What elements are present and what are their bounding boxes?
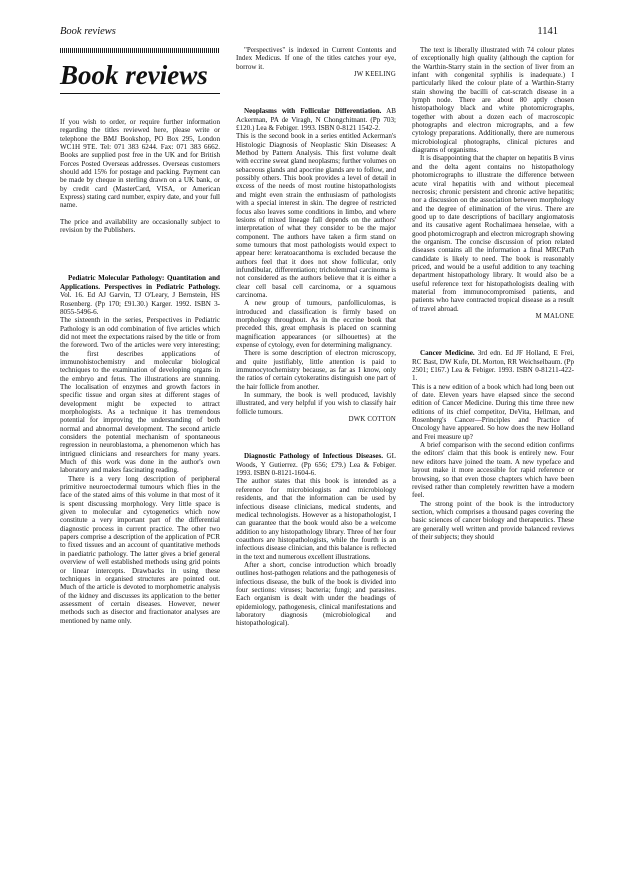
column-3 — [412, 46, 574, 541]
title-rule — [60, 93, 220, 94]
page-number: 1141 — [537, 26, 558, 37]
review-1-paragraph: The sixteenth in the series, Perspectives in Pediatric Pathology is an odd combination of five articles which did not meet the expectations raised by the title or from the foreword. Two of the articles were very interesting; the first describes applications of immunohistochemistry and molecular biological techniques to the examination of developing organs in the embryo and fetus. The illustrations are stunning. The localisation of enzymes and growth factors in specific tissue and organ sites at different stages of development might be expected to attract morphologists. As a technique it has tremendous potential for improving the understanding of both normal and abnormal development. The second article considers the potential mechanism of spontaneous regression in neuroblastoma, a phenomenon which has intrigued clinicians and researchers for many years. Much of this work was done in the author's own laboratory and makes fascinating reading. — [60, 316, 220, 475]
review-4-paragraph: A brief comparison with the second edition confirms the editors' claim that this book is entirely new. Four new editors have joined the team. A new typeface and layout make it more accessible for rapid reference or browsing, so that even those chapters which have been revised rather than completely rewritten have a modern feel. — [412, 441, 574, 500]
review-2-paragraph: This is the second book in a series entitled Ackerman's Histologic Diagnosis of Neoplastic Skin Diseases: A Method by Pattern Analysis. This first volume dealt with eccrine sweat gland neoplasms; further volumes on sebaceous glands and apocrine glands are to follow, and possibly others. This book provides a level of detail in excess of the needs of most routine histopathologists and might even strain the enthusiasm of pathologists with a special interest in skin. The degree of restricted focus also leaves some conditions in limbo, and where lesions of mixed lineage fall depends on the authors' interpretation of what they consider to be the major component. The authors have taken a firm stand on some tumours that most pathologists would expect to appear here: keratoacanthoma is excluded because the authors feel that it does not show follicular, only infundibular, differentiation; tricholemmal carcinoma is not considered as the authors believe that it is either a clear cell basal cell carcinoma, or a squamous carcinoma. — [236, 132, 396, 299]
review-3-paragraph: The author states that this book is intended as a reference for microbiologists and microbiology residents, and that the information can be used by infectious disease clinicians, medical students, and medical technologists. However as a histopathologist, I can guarantee that the book would also be a welcome addition to any histopathology library. Three of her four coauthors are histopathologists, while the fourth is an infectious disease clinician, and this balance is reflected in the text and numerous excellent illustrations. — [236, 477, 396, 561]
review-3-title: Diagnostic Pathology of Infectious Diseases. — [244, 452, 384, 461]
review-2-reviewer: DWK COTTON — [348, 416, 396, 424]
review-2-paragraph: In summary, the book is well produced, lavishly illustrated, and very helpful if you wish to classify hair follicle tumours. — [236, 391, 396, 416]
review-3-paragraph: The text is liberally illustrated with 74 colour plates of exceptionally high quality (although the caption for the Warthin-Starry stain in the section of liver from an infant with congenital syphilis is inadequate.) I particularly liked the colour plate of a Warthin-Starry stain showing the bacilli of cat-scratch disease in a lymph node. There are about 80 aptly chosen histopathology black and white photomicrographs, together with about a dozen each of macroscopic photographs and electron micrographs, and a few cytology preparations. Additionally, there are numerous microbiological photographs, clinical pictures and diagrams of organisms. — [412, 46, 574, 155]
review-1-title: Pediatric Molecular Pathology: Quantitation and Applications. Perspectives in Pediatric Pathology. — [60, 274, 220, 291]
review-1-citation: Vol. 16. Ed AJ Garvin, TJ O'Leary, J Bernstein, HS Rosenberg. (Pp 170; £91.30.) Karger. 1992. ISBN 3-8055-5496-6. — [60, 291, 220, 316]
running-title: Book reviews — [60, 26, 116, 37]
review-1-paragraph: "Perspectives" is indexed in Current Contents and Index Medicus. If one of the titles catches your eye, borrow it. — [236, 46, 396, 71]
review-4-title: Cancer Medicine. — [420, 349, 475, 358]
review-1-heading — [60, 274, 220, 316]
review-1-paragraph: There is a very long description of peripheral primitive neuroectodermal tumours which flies in the face of the stated aims of this volume in that most of it is spent discussing morphology. Very little space is given to molecular and cytogenetics which now constitute a very important part of the differential diagnostic process in current practice. The other two papers comprise a description of the application of PCR to fixed tissues and an account of quantitative methods in paediatric pathology. The latter gives a brief general overview of well established methods using grid points or linear intercepts. Drawbacks in using these techniques in organised structures are pointed out. Much of the article is devoted to morphometric analysis of the kidney and discusses its application to the better assessment of certain diseases. However, newer methods such as disector and fractionator analyses are mentioned by name only. — [60, 474, 220, 625]
hatch-rule — [60, 48, 220, 53]
price-note: The price and availability are occasionally subject to revision by the Publishers. — [60, 217, 220, 235]
review-2-paragraph: A new group of tumours, panfolliculomas, is introduced and classification is firmly based on morphology throughout. As in the eccrine book that preceded this, great emphasis is placed on scanning magnification appearances (or silhouettes) at the expense of cytology, even for determining malignancy. — [236, 299, 396, 349]
section-title: Book reviews — [60, 60, 208, 90]
column-1 — [60, 46, 220, 625]
column-2 — [236, 46, 396, 628]
review-2-title: Neoplasms with Follicular Differentiation. — [244, 107, 382, 116]
review-2-paragraph: There is some description of electron microscopy, and quite justifiably, little attention is paid to immunocytochemistry because, as far as I know, only the ratios of certain cytokeratins distinguish one part of the hair follicle from another. — [236, 349, 396, 391]
review-2-heading — [236, 107, 396, 132]
review-4-paragraph: The strong point of the book is the introductory section, which comprises a thousand pages covering the basic sciences of cancer biology and therapeutics. These are generally well written and provide balanced reviews of their subjects; they should — [412, 499, 574, 541]
review-2-citation: AB Ackerman, PA de Viragh, N Chongchitnant. (Pp 703; £120.) Lea & Febiger. 1993. ISBN 0-8121 1542-2. — [236, 107, 396, 133]
review-3-paragraph: After a short, concise introduction which broadly outlines host-pathogen relations and the pathogenesis of infectious disease, the bulk of the book is divided into four sections: viruses; bacteria; fungi; and parasites. Each organism is dealt with under the headings of epidemiology, pathogenesis, clinical manifestations and laboratory diagnosis (microbiological and histopathological). — [236, 560, 396, 628]
ordering-info: If you wish to order, or require further information regarding the titles reviewed here, please write or telephone the BMJ Bookshop, PO Box 295, London WC1H 9TE. Tel: 071 383 6244. Fax: 071 383 6662. Books are supplied post free in the UK and for British Forces Posted Overseas addresses. Overseas customers should add 15% for postage and packing. Payment can be made by cheque in sterling drawn on a UK bank, or by credit card (MasterCard, VISA, or American Express) stating card number, expiry date, and your full name. — [60, 118, 220, 210]
review-3-paragraph: It is disappointing that the chapter on hepatitis B virus and the delta agent contains no histopathology photomicrographs to illustrate the difference between acute viral hepatitis with and without piecemeal necrosis; chronic persistent and chronic active hepatitis; nor a discussion on the association between morphology and the degree of elimination of the virus. There are good up to date descriptions of bacillary angiomatosis and its causative agent Rochalimaea henselae, with a good photomicrograph and electron micrograph showing the organism. The concise discussion of prion related diseases contains all the information a final MRCPath candidate is likely to need. The book is reasonably priced, and would be a useful addition to any teaching department histopathology library. It would also be a useful reference text for histopathologists dealing with material from immunocompromised patients, and patients who have contracted tropical disease as a result of travel abroad. — [412, 154, 574, 313]
review-3-reviewer: M MALONE — [535, 313, 574, 320]
review-4-paragraph: This is a new edition of a book which had long been out of date. Eleven years have elapsed since the second edition of Cancer Medicine. During this time three new editions of its chief competitor, DeVita, Hellman, and Rosenberg's Cancer—Principles and Practice of Oncology have appeared. So how does the new Holland and Frei measure up? — [412, 382, 574, 441]
review-1-reviewer: JW KEELING — [353, 71, 396, 79]
review-3-heading — [236, 452, 396, 477]
review-4-heading — [412, 349, 574, 382]
review-4-citation: 3rd edn. Ed JF Holland, E Frei, RC Bast, DW Kufe, DL Morton, RR Weichselbaum. (Pp 2501; £167.) Lea & Febiger. 1993. ISBN 0-81211-422-1. — [412, 349, 575, 383]
review-3-citation: GL Woods, Y Gutierrez. (Pp 656; £79.) Lea & Febiger. 1993. ISBN 0-8121-1604-6. — [236, 452, 396, 478]
